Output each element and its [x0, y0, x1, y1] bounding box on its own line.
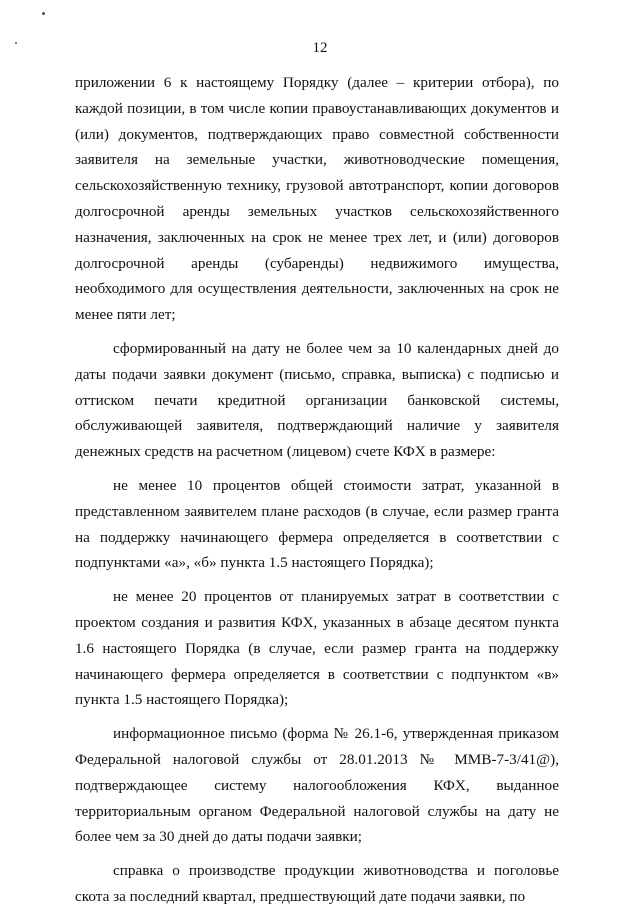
paragraph-tax-letter: информационное письмо (форма № 26.1-6, утвержденная приказом Федеральной налоговой службы от 28.01.2013 № ММВ-7-3/41@), подтверждающее систему налогообложения КФХ, выданное территориальным органом Федеральной налоговой службы на дату не более чем за 30 дней до даты подачи заявки;	[75, 725, 559, 846]
scan-speck	[42, 12, 45, 15]
paragraph-twenty-percent: не менее 20 процентов от планируемых затрат в соответствии с проектом создания и развития КФХ, указанных в абзаце десятом пункта 1.6 настоящего Порядка (в случае, если размер гранта на поддержку начинающего фермера определяется в соответствии с подпунктом «в» пункта 1.5 настоящего Порядка);	[75, 588, 559, 709]
paragraph-livestock-certificate: справка о производстве продукции животноводства и поголовье скота за последний квартал, предшествующий дате подачи заявки, по	[75, 862, 559, 905]
document-body	[75, 70, 559, 918]
paragraph-bank-statement: сформированный на дату не более чем за 10 календарных дней до даты подачи заявки документ (письмо, справка, выписка) с подписью и оттиском печати кредитной организации банковской системы, обслуживающей заявителя, подтверждающий наличие у заявителя денежных средств на расчетном (лицевом) счете КФХ в размере:	[75, 339, 559, 461]
paragraph-ten-percent: не менее 10 процентов общей стоимости затрат, указанной в представленном заявителем плане расходов (в случае, если размер гранта на поддержку начинающего фермера определяется в соответствии с подпунктами «а», «б» пункта 1.5 настоящего Порядка);	[75, 476, 559, 572]
page-number: 12	[312, 40, 328, 56]
paragraph-criteria-documents: приложении 6 к настоящему Порядку (далее – критерии отбора), по каждой позиции, в том числе копии правоустанавливающих документов и (или) документов, подтверждающих право совместной собственности заявителя на земельные участки, животноводческие помещения, сельскохозяйственную технику, грузовой автотранспорт, копии договоров долгосрочной аренды земельных участков сельскохозяйственного назначения, заключенных на срок не менее трех лет, и (или) договоров долгосрочной аренды (субаренды) недвижимого имущества, необходимого для осуществления деятельности, заключенных на срок не менее пяти лет;	[75, 74, 559, 324]
